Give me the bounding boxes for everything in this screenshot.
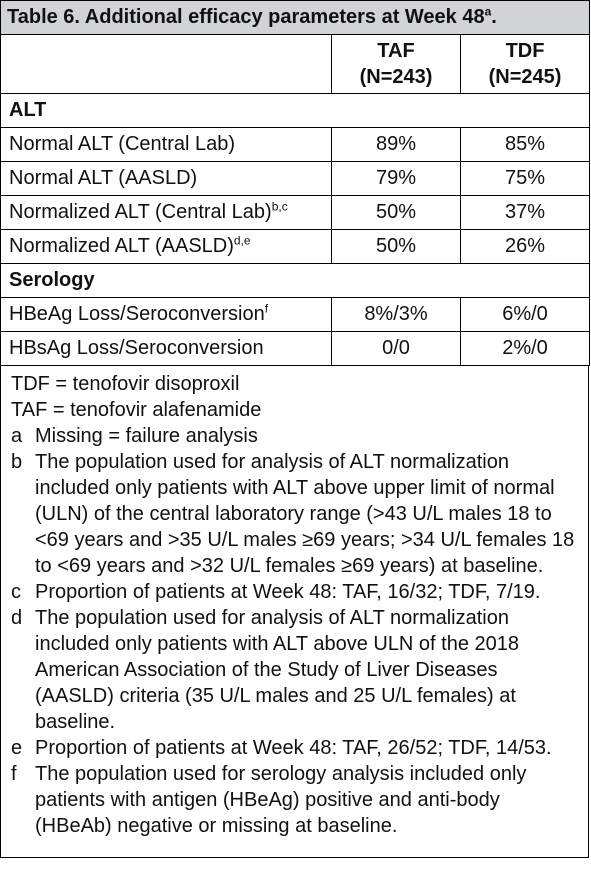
footnote-marker: f — [264, 301, 269, 316]
taf-value: 79% — [332, 162, 461, 196]
footnotes — [0, 366, 589, 858]
table-title: Table 6. Additional efficacy parameters at Week 48$^a$. — [1, 1, 590, 35]
tdf-value: 75% — [461, 162, 590, 196]
efficacy-table — [0, 0, 590, 366]
footnote-item — [11, 449, 580, 579]
abbreviation-line: TDF = tenofovir disoproxil — [11, 373, 240, 395]
footnote-key: e — [11, 737, 23, 759]
footnote-text: The population used for analysis of ALT normalization included only patients with ALT above upper limit of normal (ULN) of the central laboratory range (>43 U/L males 18 to <69 years and >35 U/L males ≥69 years; >34 U/L females 18 to <69 years and >32 U/L females ≥69 years) at baseline. — [35, 451, 575, 577]
tdf-value: 26% — [461, 230, 590, 264]
row-label: Normalized ALT (Central Lab)$^{b,c}$ — [1, 196, 332, 230]
section-header: Serology — [1, 264, 590, 298]
footnote-key: d — [11, 607, 23, 629]
footnote-item — [11, 423, 580, 449]
section-header-row — [1, 94, 590, 128]
footnote-marker: b,c — [271, 199, 288, 214]
taf-value: 0/0 — [332, 332, 461, 366]
row-label: Normalized ALT (AASLD)$^{d,e}$ — [1, 230, 332, 264]
footnote-text: Proportion of patients at Week 48: TAF, 26/52; TDF, 14/53. — [35, 737, 552, 759]
row-label: HBeAg Loss/Seroconversion$^f$ — [1, 298, 332, 332]
abbreviation-line: TAF = tenofovir alafenamide — [11, 399, 262, 421]
section-header: ALT — [1, 94, 590, 128]
table-title-row — [1, 1, 590, 35]
table-row — [1, 196, 590, 230]
column-header-tdf: TDF (N=245) — [461, 35, 590, 94]
column-header-row — [1, 35, 590, 94]
footnote-text: Proportion of patients at Week 48: TAF, 16/32; TDF, 7/19. — [35, 581, 541, 603]
tdf-value: 37% — [461, 196, 590, 230]
taf-value: 8%/3% — [332, 298, 461, 332]
tdf-value: 85% — [461, 128, 590, 162]
taf-value: 89% — [332, 128, 461, 162]
footnote-item — [11, 605, 580, 735]
table-row — [1, 162, 590, 196]
footnote-marker: d,e — [233, 233, 251, 248]
footnote-item — [11, 735, 580, 761]
footnote-item — [11, 579, 580, 605]
title-footnote-marker: a — [484, 4, 492, 19]
table-row — [1, 298, 590, 332]
row-label: HBsAg Loss/Seroconversion — [1, 332, 332, 366]
empty-header-cell — [1, 35, 332, 94]
footnote-key: a — [11, 425, 23, 447]
table-row — [1, 230, 590, 264]
footnote-item — [11, 761, 580, 839]
row-label: Normal ALT (AASLD) — [1, 162, 332, 196]
footnote-key: f — [11, 763, 17, 785]
footnote-text: The population used for serology analysis included only patients with antigen (HBeAg) positive and anti-body (HBeAb) negative or missing at baseline. — [35, 763, 527, 837]
footnote-key: b — [11, 451, 23, 473]
table-row — [1, 332, 590, 366]
footnote-key: c — [11, 581, 21, 603]
footnote-text: Missing = failure analysis — [35, 425, 258, 447]
table-row — [1, 128, 590, 162]
tdf-value: 2%/0 — [461, 332, 590, 366]
footnote-text: The population used for analysis of ALT normalization included only patients with ALT above ULN of the 2018 American Association of the Study of Liver Diseases (AASLD) criteria (35 U/L males and 25 U/L females) at baseline. — [35, 607, 520, 733]
tdf-value: 6%/0 — [461, 298, 590, 332]
column-header-taf: TAF (N=243) — [332, 35, 461, 94]
taf-value: 50% — [332, 196, 461, 230]
row-label: Normal ALT (Central Lab) — [1, 128, 332, 162]
section-header-row — [1, 264, 590, 298]
taf-value: 50% — [332, 230, 461, 264]
